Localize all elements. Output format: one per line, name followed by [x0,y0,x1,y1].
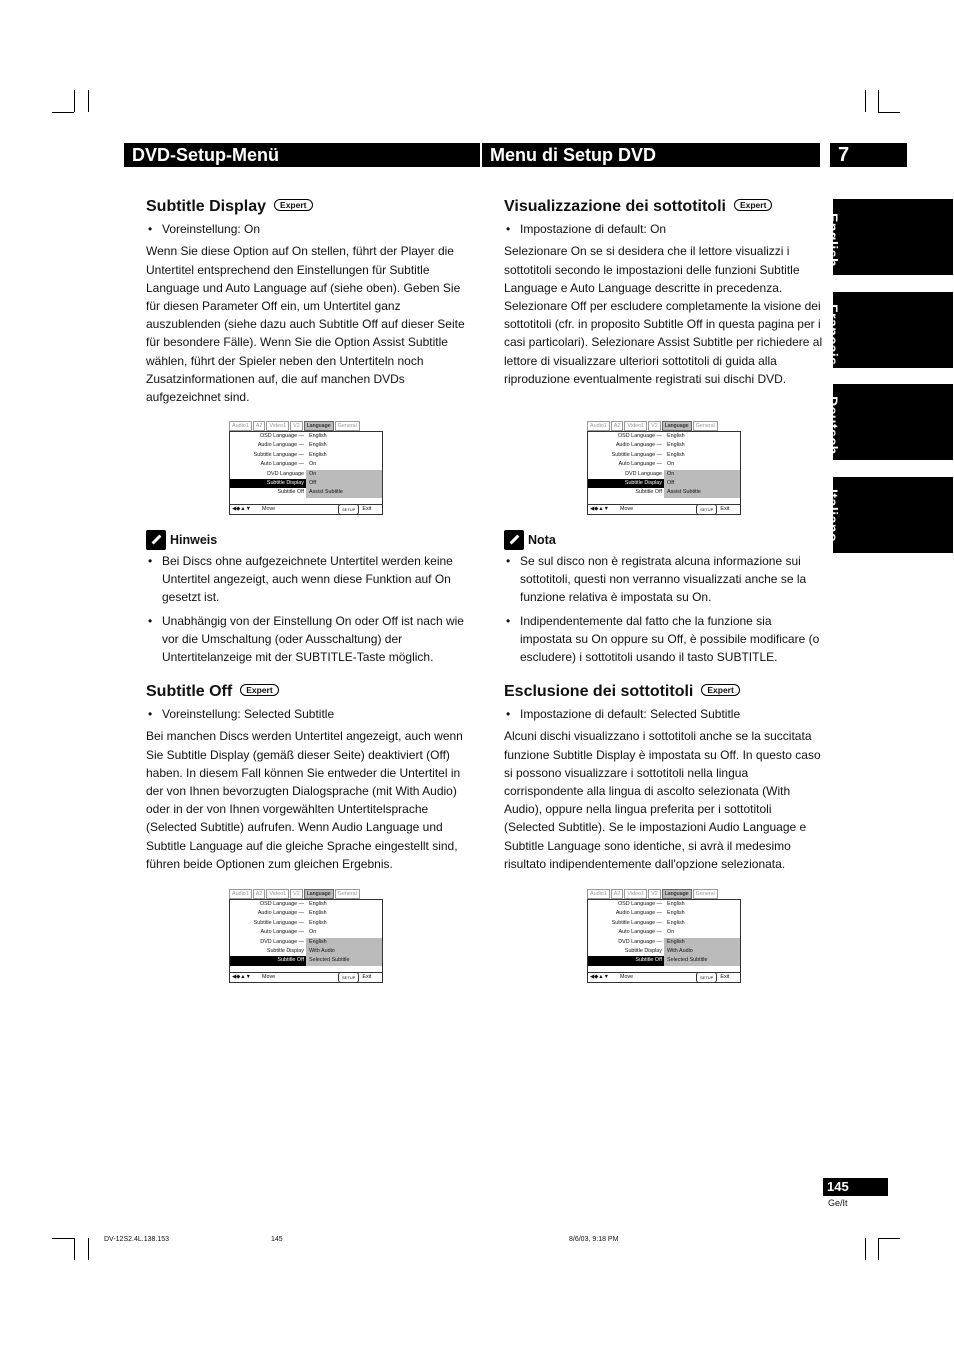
osd-tab: A2 [611,889,624,899]
section-body: Alcuni dischi visualizzano i sottotitoli anche se la succitata funzione Subtitle Display è impostata su Off. In questo caso si possono visualizzare i sottotitoli nella lingua corrispondente alla lingua di ascolto selezionata (With Audio), oppure nella lingua preferita per i sottotitoli (Selected Subtitle). Se le impostazioni Audio Language e Subtitle Language sono identiche, si avrà il medesimo risultato indipendentemente dall'opzione selezionata. [504,729,821,871]
osd-tab: General [693,421,718,431]
osd-row: Subtitle Display With Audio [588,947,740,956]
osd-row: Subtitle Off Selected Subtitle [230,956,382,965]
expert-badge: Expert [734,199,772,211]
note-title: Hinweis [170,532,218,547]
osd-tab: Language [662,889,692,899]
section-body: Bei manchen Discs werden Untertitel angezeigt, auch wenn Sie Subtitle Display (gemäß dieser Seite) deaktiviert (Off) haben. In diesem Fall können Sie entweder die Untertitel in der von Ihnen bevorzugten Dialogsprache (mit With Audio) oder in der von Ihnen vorgewählten Untertitelsprache (Selected Subtitle) aufrufen. Wenn Audio Language und Subtitle Language auf die gleiche Sprache eingestellt sind, führen beide Optionen zum gleichen Ergebnis. [146,729,463,871]
osd-tab: General [335,421,360,431]
osd-row: Auto Language — On [618,929,675,936]
expert-badge: Expert [701,684,739,696]
crop-mark [52,1238,74,1239]
section-body: Wenn Sie diese Option auf On stellen, führt der Player die Untertitel entsprechend den Einstellungen für Subtitle Language und Auto Language auf (siehe oben). Geben Sie für diesen Parameter Off ein, um Untertitel ganz auszublenden (siehe dazu auch Subtitle Off auf dieser Seite für besondere Fälle). Wenn Sie die Option Assist Subtitle wählen, führt der Spieler neben den Untertiteln noch Zusatzinformationen auf, die auf manchen DVDs aufgezeichnet sind. [146,244,465,405]
osd-tab: Audio1 [229,889,252,899]
crop-mark [74,90,75,112]
note-it [504,530,824,666]
osd-screenshot: Audio1 A2 Video1 V2 Language General OSD Language — English Audio Language — English Subtitle Language — English Auto Language — On DVD Language — English Subtitle Display With Audio Subtitle Off Selected Subtitle ◀◆▲▼ Move SETUP Exit [229,889,383,983]
osd-row: Subtitle Language — English [253,451,327,458]
note-icon [146,530,166,550]
header-title-it: Menu di Setup DVD [482,143,820,167]
osd-tab: General [693,889,718,899]
osd-tab: Language [662,421,692,431]
osd-row: Subtitle Off Selected Subtitle [588,956,740,965]
crop-mark [74,1238,75,1260]
nav-arrows-icon: ◀◆▲▼ [590,973,609,980]
osd-row: Subtitle Off Assist Subtitle [588,488,740,497]
osd-row: Audio Language — English [257,910,327,917]
osd-tab: A2 [253,421,266,431]
osd-tab: V2 [290,421,303,431]
page-number: 145 [823,1178,888,1196]
default-setting: • Voreinstellung: Selected Subtitle [146,705,466,723]
crop-mark [878,1238,879,1260]
note-item: • Indipendentemente dal fatto che la funzione sia impostata su On oppure su Off, è possibile modificare (o escludere) i sottotitoli usando il tasto SUBTITLE. [504,612,824,667]
osd-screenshot: Audio1 A2 Video1 V2 Language General OSD Language — English Audio Language — English Subtitle Language — English Auto Language — On DVD Language — English Subtitle Display With Audio Subtitle Off Selected Subtitle ◀◆▲▼ Move SETUP Exit [587,889,741,983]
crop-mark [878,90,879,112]
section-title: Esclusione dei sottotitoli [504,683,694,700]
section-subtitle-display-de [146,198,466,406]
osd-tab: V2 [648,889,661,899]
osd-tab: General [335,889,360,899]
osd-row: OSD Language — English [617,433,685,439]
osd-row: Auto Language — On [618,461,675,468]
crop-mark [88,90,89,112]
osd-tab: Language [304,421,334,431]
crop-mark [865,90,866,112]
osd-row: OSD Language — English [259,433,327,439]
side-tab-italiano: Italiano [833,477,953,553]
section-subtitle-off-it [504,683,824,873]
osd-row: Auto Language — On [260,461,317,468]
header-title-de: DVD-Setup-Menü [124,143,480,167]
section-title: Subtitle Display [146,198,267,215]
osd-tab: Audio1 [587,889,610,899]
osd-tab: Audio1 [229,421,252,431]
nav-arrows-icon: ◀◆▲▼ [590,505,609,512]
osd-tab: Video1 [266,889,289,899]
print-date: 8/6/03, 9:18 PM [569,1236,619,1243]
setup-key-icon: SETUP [696,504,717,515]
setup-key-icon: SETUP [696,972,717,983]
osd-row: DVD Language — English [588,938,740,947]
file-name: DV-12S2.4L.138.153 [104,1236,169,1243]
osd-tab: V2 [290,889,303,899]
osd-row: Audio Language — English [615,442,685,449]
section-body: Selezionare On se si desidera che il lettore visualizzi i sottotitoli secondo le impostazioni delle funzioni Subtitle Language e Auto Language descritte in precedenza. Selezionare Off per escludere completamente la visione dei sottotitoli (cfr. in proposito Subtitle Off in questa pagina per i casi particolari). Selezionare Assist Subtitle per richiedere al lettore di visualizzare ulteriori sottotitoli di guida alla riproduzione eventualmente registrati sui dischi DVD. [504,244,823,386]
section-subtitle-display-it [504,198,824,388]
osd-row: DVD Language — English [230,938,382,947]
section-title: Visualizzazione dei sottotitoli [504,198,726,215]
osd-screenshot: Audio1 A2 Video1 V2 Language General OSD Language — English Audio Language — English Subtitle Language — English Auto Language — On DVD Language On Subtitle Display Off Subtitle Off Assist Subtitle ◀◆▲▼ Move SETUP Exit [587,421,741,515]
osd-row: Subtitle Language — English [253,919,327,926]
osd-row: OSD Language — English [259,901,327,907]
note-item: • Se sul disco non è registrata alcuna informazione sui sottotitoli, questi non verranno visualizzati anche se la funzione relativa è impostata su On. [504,552,824,607]
osd-tab: Language [304,889,334,899]
expert-badge: Expert [274,199,312,211]
osd-row: Subtitle Off Assist Subtitle [230,488,382,497]
osd-tab: A2 [611,421,624,431]
setup-key-icon: SETUP [338,504,359,515]
section-title: Subtitle Off [146,683,233,700]
osd-row: Audio Language — English [615,910,685,917]
crop-mark [52,112,74,113]
osd-row: Subtitle Display With Audio [230,947,382,956]
osd-row: DVD Language On [588,470,740,479]
crop-mark [865,1238,866,1260]
osd-tab: Video1 [624,889,647,899]
osd-row: Subtitle Display Off [588,479,740,488]
chapter-number: 7 [830,143,907,167]
side-tab-english: English [833,199,953,275]
note-title: Nota [528,532,556,547]
osd-tab: Video1 [624,421,647,431]
default-setting: • Impostazione di default: On [504,220,824,238]
nav-arrows-icon: ◀◆▲▼ [232,973,251,980]
osd-tab: V2 [648,421,661,431]
note-item: • Bei Discs ohne aufgezeichnete Untertitel werden keine Untertitel angezeigt, auch wenn diese Funktion auf On gesetzt ist. [146,552,466,607]
print-page: 145 [271,1236,283,1243]
osd-row: Auto Language — On [260,929,317,936]
osd-row: Subtitle Language — English [611,451,685,458]
osd-row: Audio Language — English [257,442,327,449]
nav-arrows-icon: ◀◆▲▼ [232,505,251,512]
crop-mark [878,112,900,113]
osd-tab: A2 [253,889,266,899]
side-tab-francais: Français [833,292,953,368]
note-item: • Unabhängig von der Einstellung On oder Off ist nach wie vor die Umschaltung (oder Ausschaltung) der Untertitelanzeige mit der SUBTITLE-Taste möglich. [146,612,466,667]
crop-mark [88,1238,89,1260]
setup-key-icon: SETUP [338,972,359,983]
expert-badge: Expert [240,684,278,696]
section-subtitle-off-de [146,683,466,873]
note-de [146,530,466,666]
osd-row: OSD Language — English [617,901,685,907]
side-tab-deutsch: Deutsch [833,384,953,460]
page-lang: Ge/It [828,1198,848,1208]
osd-tab: Video1 [266,421,289,431]
osd-row: Subtitle Language — English [611,919,685,926]
osd-row: DVD Language On [230,470,382,479]
default-setting: • Impostazione di default: Selected Subtitle [504,705,824,723]
default-setting: • Voreinstellung: On [146,220,466,238]
osd-screenshot: Audio1 A2 Video1 V2 Language General OSD Language — English Audio Language — English Subtitle Language — English Auto Language — On DVD Language On Subtitle Display Off Subtitle Off Assist Subtitle ◀◆▲▼ Move SETUP Exit [229,421,383,515]
osd-row: Subtitle Display Off [230,479,382,488]
crop-mark [878,1238,900,1239]
osd-tab: Audio1 [587,421,610,431]
note-icon [504,530,524,550]
